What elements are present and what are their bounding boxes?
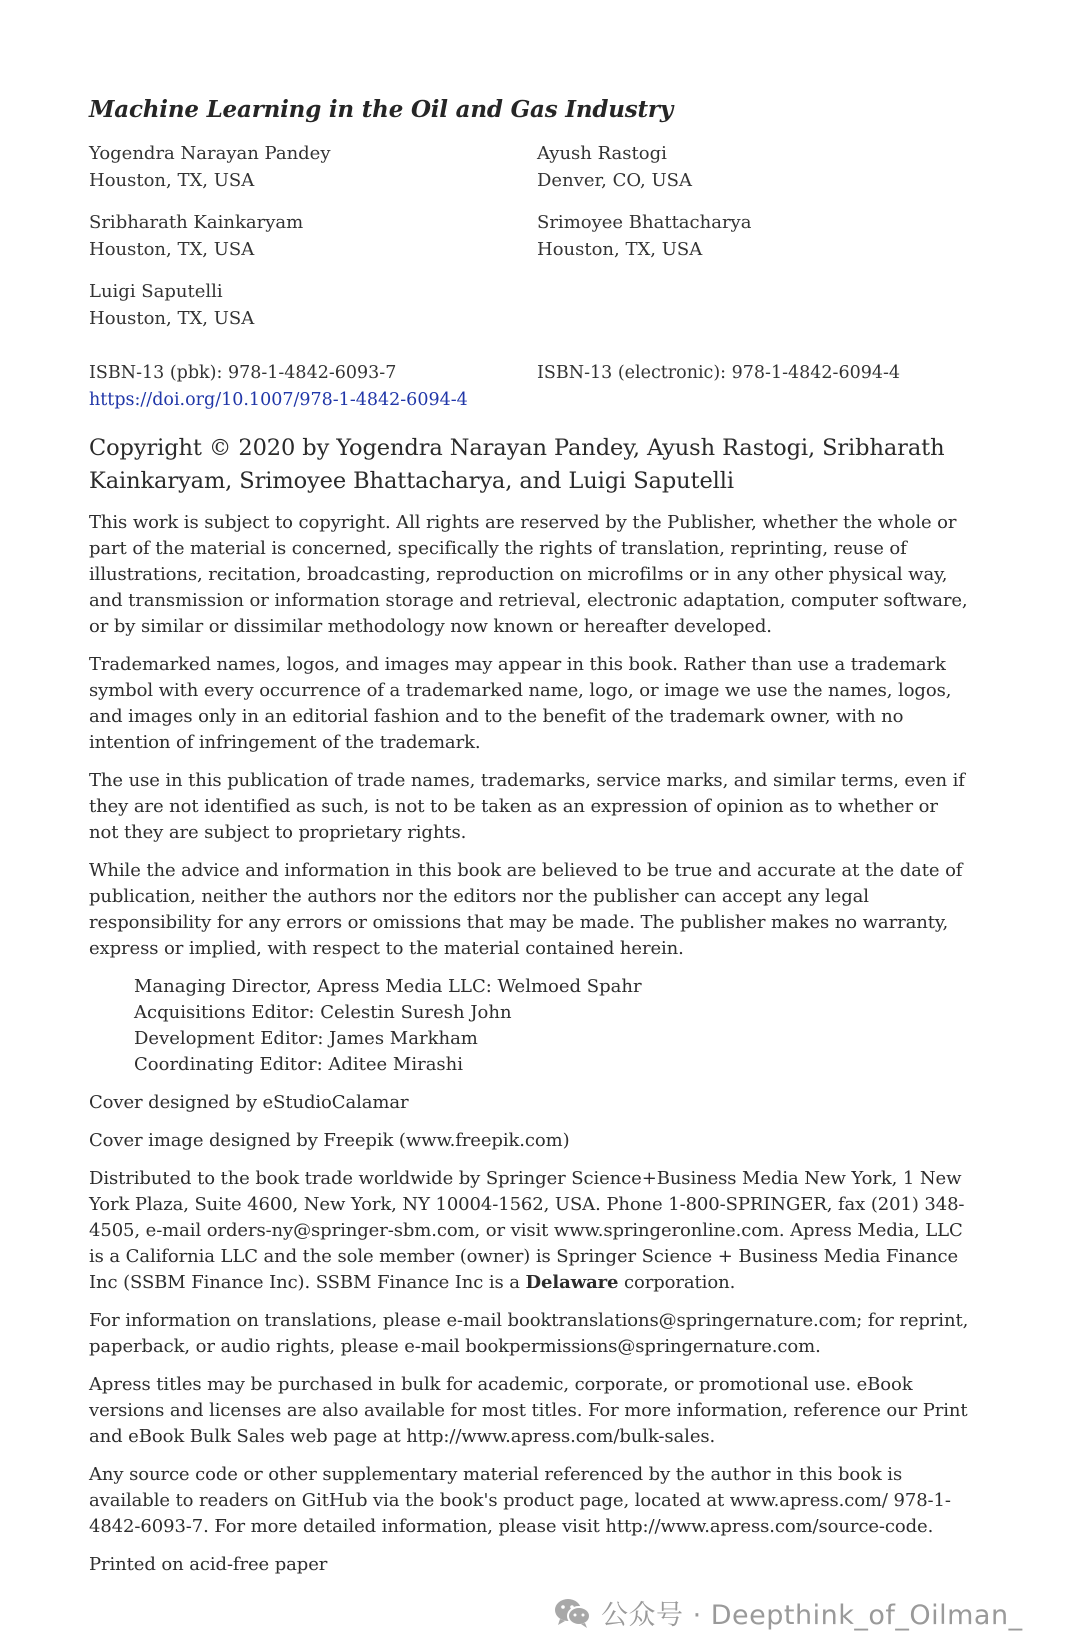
source-code-paragraph: Any source code or other supplementary material referenced by the author in this book is available to readers on GitHub via the book's product page, located at www.apress.com/ 978-1-4842-6093-7. For more detailed information, please visit http://www.apress.com/source-code. — [89, 1464, 951, 1537]
isbn-electronic: ISBN-13 (electronic): 978-1-4842-6094-4 — [537, 363, 901, 383]
trademark-paragraph: Trademarked names, logos, and images may appear in this book. Rather than use a trademark symbol with every occurrence of a trademarked name, logo, or image we use the names, logos, and images only in an editorial fashion and to the benefit of the trademark owner, with no intention of infringement of the trademark. — [89, 654, 952, 753]
distribution-end: corporation. — [618, 1272, 736, 1293]
printed-note: Printed on acid-free paper — [89, 1554, 328, 1575]
copyright-notice: Copyright © 2020 by Yogendra Narayan Pandey, Ayush Rastogi, Sribharath Kainkaryam, Srimoyee Bhattacharya, and Luigi Saputelli — [89, 435, 945, 494]
distribution-bold: Delaware — [525, 1272, 619, 1293]
credit-line: Acquisitions Editor: Celestin Suresh John — [134, 1002, 512, 1023]
credit-line: Managing Director, Apress Media LLC: Welmoed Spahr — [134, 976, 642, 997]
author-entry — [89, 278, 537, 332]
watermark-text: 公众号 · Deepthink_of_Oilman_ — [601, 1600, 1023, 1631]
cover-image-credit: Cover image designed by Freepik (www.freepik.com) — [89, 1130, 570, 1151]
author-name: Ayush Rastogi — [537, 143, 667, 164]
credit-line: Coordinating Editor: Aditee Mirashi — [134, 1054, 464, 1075]
author-location: Houston, TX, USA — [89, 239, 255, 260]
rights-paragraph: This work is subject to copyright. All rights are reserved by the Publisher, whether the whole or part of the material is concerned, specifically the rights of translation, reprinting, reuse of illustrations, recitation, broadcasting, reproduction on microfilms or in any other physical way, and transmission or information storage and retrieval, electronic adaptation, computer software, or by similar or dissimilar methodology now known or hereafter developed. — [89, 512, 968, 637]
credit-line: Development Editor: James Markham — [134, 1028, 478, 1049]
trade-names-paragraph: The use in this publication of trade names, trademarks, service marks, and similar terms, even if they are not identified as such, is not to be taken as an expression of opinion as to whether or not they are subject to proprietary rights. — [89, 770, 965, 843]
isbn-print-block — [89, 360, 537, 414]
isbn-pbk: ISBN-13 (pbk): 978-1-4842-6093-7 — [89, 363, 397, 383]
wechat-icon — [553, 1596, 593, 1630]
author-location: Houston, TX, USA — [89, 308, 255, 329]
author-entry — [89, 140, 537, 194]
author-entry — [89, 209, 537, 263]
author-entry — [537, 140, 937, 194]
translations-paragraph: For information on translations, please e-mail booktranslations@springernature.com; for reprint, paperback, or audio rights, please e-mail bookpermissions@springernature.com. — [89, 1310, 969, 1357]
author-location: Houston, TX, USA — [537, 239, 703, 260]
distribution-text: Distributed to the book trade worldwide by Springer Science+Business Media New York, 1 New York Plaza, Suite 4600, New York, NY 10004-1562, USA. Phone 1-800-SPRINGER, fax (201) 348-4505, e-mail orders-ny@springer-sbm.com, or visit www.springeronline.com. Apress Media, LLC is a California LLC and the sole member (owner) is Springer Science + Business Media Finance Inc (SSBM Finance Inc). SSBM Finance Inc is a — [89, 1168, 965, 1293]
cover-design-credit: Cover designed by eStudioCalamar — [89, 1092, 409, 1113]
watermark — [553, 1593, 1023, 1632]
bulk-sales-paragraph: Apress titles may be purchased in bulk for academic, corporate, or promotional use. eBook versions and licenses are also available for most titles. For more information, reference our Print and eBook Bulk Sales web page at http://www.apress.com/bulk-sales. — [89, 1374, 968, 1447]
author-location: Denver, CO, USA — [537, 170, 692, 191]
distribution-paragraph — [89, 1166, 969, 1296]
disclaimer-paragraph: While the advice and information in this book are believed to be true and accurate at the date of publication, neither the authors nor the editors nor the publisher can accept any legal responsibility for any errors or omissions that may be made. The publisher makes no warranty, express or implied, with respect to the material contained herein. — [89, 860, 963, 959]
book-title: Machine Learning in the Oil and Gas Industry — [89, 96, 674, 123]
author-location: Houston, TX, USA — [89, 170, 255, 191]
author-name: Luigi Saputelli — [89, 281, 223, 302]
editorial-credits — [89, 974, 969, 1078]
author-entry — [537, 209, 937, 263]
copyright-page — [89, 94, 969, 1578]
doi-link[interactable]: https://doi.org/10.1007/978-1-4842-6094-4 — [89, 390, 468, 410]
author-name: Srimoyee Bhattacharya — [537, 212, 752, 233]
isbn-block — [89, 360, 969, 414]
author-list — [89, 140, 969, 332]
author-name: Sribharath Kainkaryam — [89, 212, 304, 233]
author-name: Yogendra Narayan Pandey — [89, 143, 331, 164]
